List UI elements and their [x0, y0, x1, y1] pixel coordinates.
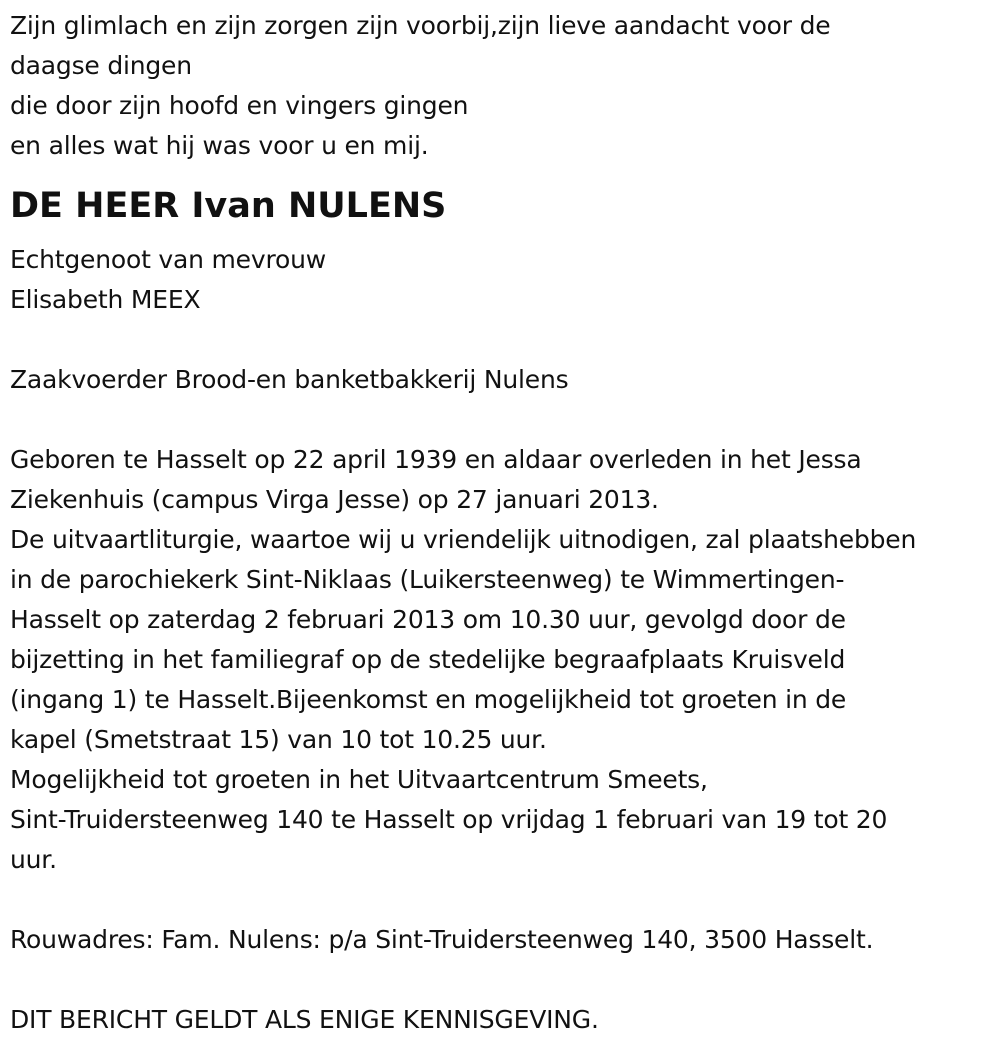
- details-line: Sint-Truidersteenweg 140 te Hasselt op vrijdag 1 februari van 19 tot 20: [10, 805, 888, 834]
- details-line: Geboren te Hasselt op 22 april 1939 en aldaar overleden in het Jessa: [10, 445, 862, 474]
- details-line: in de parochiekerk Sint-Niklaas (Luikersteenweg) te Wimmertingen-: [10, 565, 845, 594]
- funeral-details: [10, 440, 995, 880]
- details-line: uur.: [10, 845, 57, 874]
- poem-line: en alles wat hij was voor u en mij.: [10, 131, 429, 160]
- spacer: [10, 320, 995, 360]
- details-line: Hasselt op zaterdag 2 februari 2013 om 10.30 uur, gevolgd door de: [10, 605, 846, 634]
- mourning-address: Rouwadres: Fam. Nulens: p/a Sint-Truidersteenweg 140, 3500 Hasselt.: [10, 925, 874, 954]
- details-line: Mogelijkheid tot groeten in het Uitvaartcentrum Smeets,: [10, 765, 708, 794]
- spouse-line: Echtgenoot van mevrouw: [10, 245, 326, 274]
- details-line: bijzetting in het familiegraf op de stedelijke begraafplaats Kruisveld: [10, 645, 846, 674]
- spacer: [10, 880, 995, 920]
- details-line: Ziekenhuis (campus Virga Jesse) op 27 januari 2013.: [10, 485, 659, 514]
- deceased-name: DE HEER Ivan NULENS: [10, 186, 447, 226]
- occupation: Zaakvoerder Brood-en banketbakkerij Nulens: [10, 365, 569, 394]
- poem: [10, 6, 995, 166]
- spacer: [10, 400, 995, 440]
- spouse-name: Elisabeth MEEX: [10, 285, 201, 314]
- details-line: (ingang 1) te Hasselt.Bijeenkomst en mogelijkheid tot groeten in de: [10, 685, 847, 714]
- spacer: [10, 960, 995, 1000]
- sole-notice: DIT BERICHT GELDT ALS ENIGE KENNISGEVING.: [10, 1005, 599, 1034]
- poem-line: Zijn glimlach en zijn zorgen zijn voorbij,zijn lieve aandacht voor de: [10, 11, 831, 40]
- poem-line: daagse dingen: [10, 51, 192, 80]
- poem-line: die door zijn hoofd en vingers gingen: [10, 91, 469, 120]
- obituary-notice: [10, 6, 995, 1040]
- details-line: kapel (Smetstraat 15) van 10 tot 10.25 uur.: [10, 725, 547, 754]
- details-line: De uitvaartliturgie, waartoe wij u vriendelijk uitnodigen, zal plaatshebben: [10, 525, 917, 554]
